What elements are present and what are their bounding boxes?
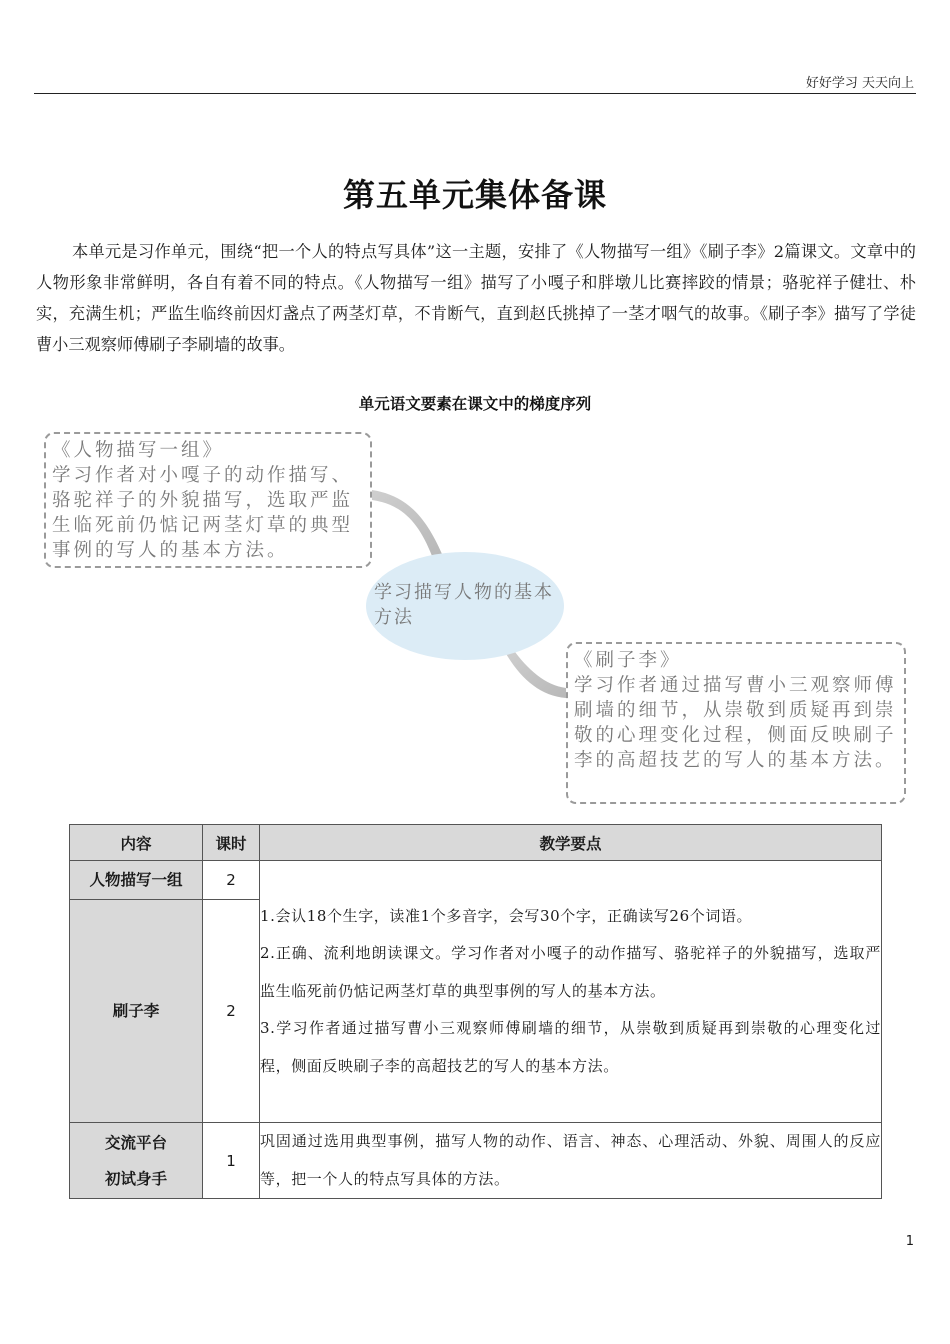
row-name-line: 初试身手 — [104, 1169, 167, 1188]
table-row — [70, 1123, 882, 1199]
header-content: 内容 — [70, 825, 203, 861]
mindmap-right-text: 学习作者通过描写曹小三观察师傅刷墙的细节，从崇敬到质疑再到崇敬的心理变化过程，侧面反映刷子李的高超技艺的写人的基本方法。 — [574, 675, 897, 771]
header-motto: 好好学习 天天向上 — [805, 76, 914, 91]
mindmap-right-box — [566, 642, 906, 804]
header-rule — [34, 93, 916, 94]
shared-points — [260, 861, 882, 1123]
row-hours: 2 — [203, 861, 260, 900]
row-hours: 1 — [203, 1123, 260, 1199]
lesson-plan-table — [69, 824, 882, 1199]
row-name — [70, 1123, 203, 1199]
table-header-row — [70, 825, 882, 861]
row-name: 刷子李 — [70, 900, 203, 1123]
page-number: 1 — [905, 1234, 914, 1249]
mindmap-center-text: 学习描写人物的基本方法 — [374, 582, 554, 628]
point-2: 2.正确、流利地朗读课文。学习作者对小嘎子的动作描写、骆驼祥子的外貌描写，选取严监生临死前仍惦记两茎灯草的典型事例的写人的基本方法。 — [260, 944, 881, 1000]
point-1: 1.会认18个生字，读准1个多音字，会写30个字，正确读写26个词语。 — [260, 906, 753, 925]
intro-paragraph: 本单元是习作单元，围绕“把一个人的特点写具体”这一主题，安排了《人物描写一组》《刷子李》2篇课文。文章中的人物形象非常鲜明，各自有着不同的特点。《人物描写一组》描写了小嘎子和胖墩儿比赛摔跤的情景；骆驼祥子健壮、朴实，充满生机；严监生临终前因灯盏点了两茎灯草，不肯断气，直到赵氏挑掉了一茎才咽气的故事。《刷子李》描写了学徒曹小三观察师傅刷子李刷墙的故事。 — [36, 242, 916, 354]
mindmap-left-title: 《人物描写一组》 — [52, 440, 225, 461]
mindmap-left-box — [44, 432, 372, 568]
header-hours: 课时 — [203, 825, 260, 861]
header-points: 教学要点 — [260, 825, 882, 861]
mindmap-right-title: 《刷子李》 — [574, 650, 682, 671]
page-title: 第五单元集体备课 — [342, 176, 607, 214]
table-row — [70, 861, 882, 900]
row-name: 人物描写一组 — [70, 861, 203, 900]
row-hours: 2 — [203, 900, 260, 1123]
connector-left — [372, 490, 442, 556]
connector-right — [505, 648, 566, 698]
section-subtitle: 单元语文要素在课文中的梯度序列 — [358, 395, 592, 413]
point-3: 3.学习作者通过描写曹小三观察师傅刷墙的细节，从崇敬到质疑再到崇敬的心理变化过程，侧面反映刷子李的高超技艺的写人的基本方法。 — [260, 1019, 881, 1075]
mindmap-left-text: 学习作者对小嘎子的动作描写、骆驼祥子的外貌描写，选取严监生临死前仍惦记两茎灯草的典型事例的写人的基本方法。 — [52, 465, 354, 561]
row-name-line: 交流平台 — [104, 1133, 167, 1152]
row-points: 巩固通过选用典型事例，描写人物的动作、语言、神态、心理活动、外貌、周围人的反应等，把一个人的特点写具体的方法。 — [260, 1123, 882, 1199]
